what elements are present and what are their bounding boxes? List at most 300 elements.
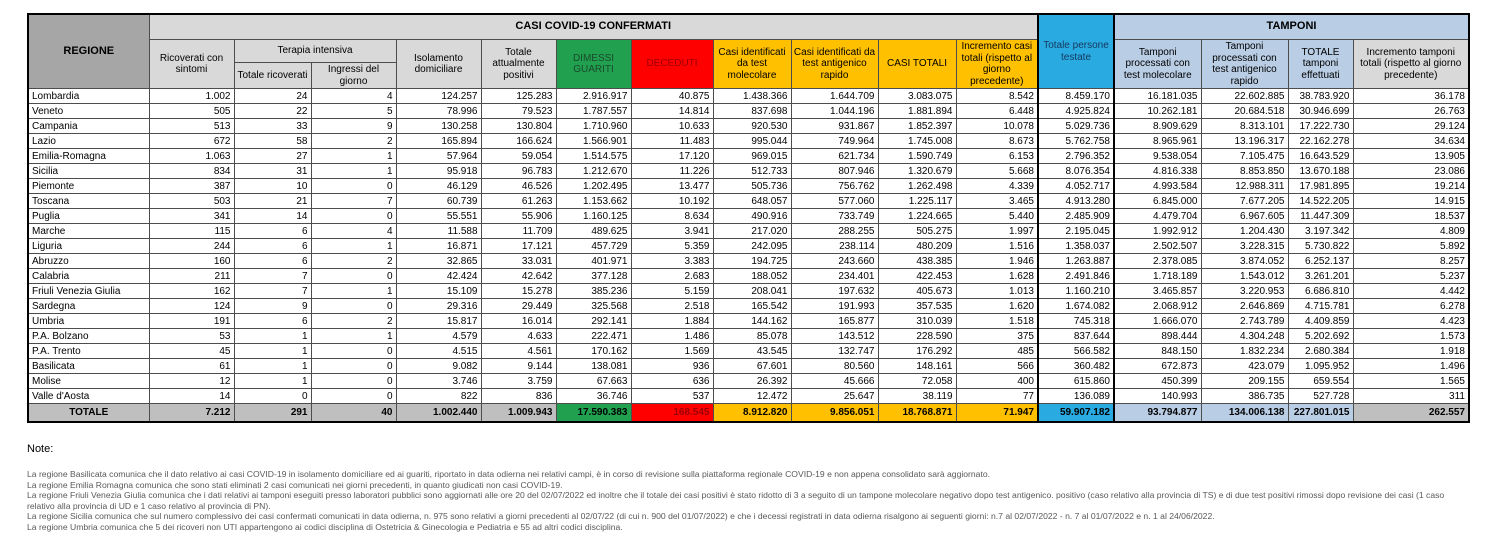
region-name-cell: Basilicata [28, 359, 149, 374]
value-cell: 480.209 [878, 239, 956, 254]
value-cell: 672 [149, 134, 234, 149]
value-cell: 503 [149, 194, 234, 209]
value-cell: 1 [234, 374, 311, 389]
value-cell: 6 [234, 314, 311, 329]
value-cell: 1.569 [631, 344, 713, 359]
value-cell: 138.081 [556, 359, 631, 374]
value-cell: 165.877 [791, 314, 878, 329]
value-cell: 5.359 [631, 239, 713, 254]
value-cell: 405.673 [878, 284, 956, 299]
value-cell: 1 [234, 329, 311, 344]
value-cell: 11.709 [481, 224, 556, 239]
value-cell: 920.530 [713, 119, 791, 134]
value-cell: 292.141 [556, 314, 631, 329]
value-cell: 1.225.117 [878, 194, 956, 209]
value-cell: 1.565 [1353, 374, 1469, 389]
value-cell: 8.459.170 [1038, 89, 1114, 104]
value-cell: 5.892 [1353, 239, 1469, 254]
value-cell: 188.052 [713, 269, 791, 284]
value-cell: 6.967.605 [1201, 209, 1288, 224]
value-cell: 1.002 [149, 89, 234, 104]
value-cell: 4.925.824 [1038, 104, 1114, 119]
value-cell: 848.150 [1114, 344, 1201, 359]
value-cell: 401.971 [556, 254, 631, 269]
region-name-cell: Valle d'Aosta [28, 389, 149, 404]
value-cell: 1.644.709 [791, 89, 878, 104]
header-tamponi-antigenico: Tamponi processati con test antigenico rapido [1201, 40, 1288, 89]
value-cell: 450.399 [1114, 374, 1201, 389]
region-name-cell: Veneto [28, 104, 149, 119]
value-cell: 2.491.846 [1038, 269, 1114, 284]
value-cell: 6.252.137 [1288, 254, 1353, 269]
value-cell: 16.871 [396, 239, 481, 254]
value-cell: 7 [234, 284, 311, 299]
value-cell: 1.674.082 [1038, 299, 1114, 314]
value-cell: 10.262.181 [1114, 104, 1201, 119]
value-cell: 96.783 [481, 164, 556, 179]
value-cell: 191.993 [791, 299, 878, 314]
value-cell: 124.257 [396, 89, 481, 104]
region-name-cell: Puglia [28, 209, 149, 224]
value-cell: 11.588 [396, 224, 481, 239]
value-cell: 9.082 [396, 359, 481, 374]
region-name-cell: Campania [28, 119, 149, 134]
value-cell: 2.195.045 [1038, 224, 1114, 239]
value-cell: 8.965.961 [1114, 134, 1201, 149]
value-cell: 1.718.189 [1114, 269, 1201, 284]
value-cell: 1.566.901 [556, 134, 631, 149]
value-cell: 1.263.887 [1038, 254, 1114, 269]
header-tamponi-molecolare: Tamponi processati con test molecolare [1114, 40, 1201, 89]
value-cell: 191 [149, 314, 234, 329]
table-row [28, 89, 1469, 104]
value-cell: 1.852.397 [878, 119, 956, 134]
value-cell: 16.181.035 [1114, 89, 1201, 104]
value-cell: 208.041 [713, 284, 791, 299]
value-cell: 8.257 [1353, 254, 1469, 269]
value-cell: 14.915 [1353, 194, 1469, 209]
value-cell: 1.710.960 [556, 119, 631, 134]
value-cell: 1.620 [956, 299, 1038, 314]
table-row [28, 179, 1469, 194]
total-value-cell: 17.590.383 [556, 404, 631, 423]
table-row [28, 164, 1469, 179]
value-cell: 4.409.859 [1288, 314, 1353, 329]
table-row [28, 389, 1469, 404]
value-cell: 42.642 [481, 269, 556, 284]
value-cell: 13.477 [631, 179, 713, 194]
value-cell: 130.804 [481, 119, 556, 134]
value-cell: 386.735 [1201, 389, 1288, 404]
value-cell: 57.964 [396, 149, 481, 164]
value-cell: 8.909.629 [1114, 119, 1201, 134]
header-tamponi-banner: TAMPONI [1114, 14, 1469, 40]
value-cell: 807.946 [791, 164, 878, 179]
region-name-cell: Emilia-Romagna [28, 149, 149, 164]
total-value-cell: 59.907.182 [1038, 404, 1114, 423]
value-cell: 79.523 [481, 104, 556, 119]
value-cell: 6.448 [956, 104, 1038, 119]
value-cell: 17.120 [631, 149, 713, 164]
value-cell: 0 [311, 299, 396, 314]
value-cell: 1 [234, 344, 311, 359]
value-cell: 8.853.850 [1201, 164, 1288, 179]
region-name-cell: Toscana [28, 194, 149, 209]
total-value-cell: 262.557 [1353, 404, 1469, 423]
value-cell: 1.543.012 [1201, 269, 1288, 284]
value-cell: 78.996 [396, 104, 481, 119]
table-row [28, 224, 1469, 239]
value-cell: 3.197.342 [1288, 224, 1353, 239]
value-cell: 10.192 [631, 194, 713, 209]
value-cell: 17.222.730 [1288, 119, 1353, 134]
value-cell: 0 [234, 389, 311, 404]
value-cell: 72.058 [878, 374, 956, 389]
value-cell: 10 [234, 179, 311, 194]
region-name-cell: Abruzzo [28, 254, 149, 269]
value-cell: 4.442 [1353, 284, 1469, 299]
value-cell: 1.095.952 [1288, 359, 1353, 374]
value-cell: 32.865 [396, 254, 481, 269]
value-cell: 58 [234, 134, 311, 149]
value-cell: 36.746 [556, 389, 631, 404]
value-cell: 95.918 [396, 164, 481, 179]
value-cell: 209.155 [1201, 374, 1288, 389]
total-value-cell: 7.212 [149, 404, 234, 423]
value-cell: 6.686.810 [1288, 284, 1353, 299]
value-cell: 357.535 [878, 299, 956, 314]
value-cell: 834 [149, 164, 234, 179]
value-cell: 60.739 [396, 194, 481, 209]
value-cell: 1.063 [149, 149, 234, 164]
value-cell: 26.392 [713, 374, 791, 389]
value-cell: 898.444 [1114, 329, 1201, 344]
region-name-cell: Calabria [28, 269, 149, 284]
value-cell: 140.993 [1114, 389, 1201, 404]
value-cell: 3.746 [396, 374, 481, 389]
value-cell: 11.226 [631, 164, 713, 179]
note-line: La regione Basilicata comunica che il dato relativo ai casi COVID-19 in isolamento domiciliare ed ai guariti, riportato in data odierna nei relativi campi, è in corso di revisione sulla piattaforma regionale COVID-19 e non appena consolidato sarà aggiornato. [27, 469, 991, 479]
value-cell: 7.677.205 [1201, 194, 1288, 209]
value-cell: 5.762.758 [1038, 134, 1114, 149]
table-row [28, 284, 1469, 299]
value-cell: 7 [311, 194, 396, 209]
total-value-cell: 18.768.871 [878, 404, 956, 423]
value-cell: 10.633 [631, 119, 713, 134]
value-cell: 85.078 [713, 329, 791, 344]
total-value-cell: 227.801.015 [1288, 404, 1353, 423]
value-cell: 12 [149, 374, 234, 389]
value-cell: 505.736 [713, 179, 791, 194]
value-cell: 130.258 [396, 119, 481, 134]
value-cell: 8.542 [956, 89, 1038, 104]
value-cell: 14 [234, 209, 311, 224]
table-row [28, 254, 1469, 269]
value-cell: 148.161 [878, 359, 956, 374]
header-casi-antigenico: Casi identificati da test antigenico rapido [791, 40, 878, 89]
value-cell: 377.128 [556, 269, 631, 284]
value-cell: 1.496 [1353, 359, 1469, 374]
value-cell: 33 [234, 119, 311, 134]
header-incremento-tamponi: Incremento tamponi totali (rispetto al giorno precedente) [1353, 40, 1469, 89]
value-cell: 995.044 [713, 134, 791, 149]
value-cell: 11.447.309 [1288, 209, 1353, 224]
value-cell: 125.283 [481, 89, 556, 104]
value-cell: 38.783.920 [1288, 89, 1353, 104]
value-cell: 46.526 [481, 179, 556, 194]
value-cell: 115 [149, 224, 234, 239]
value-cell: 26.763 [1353, 104, 1469, 119]
value-cell: 13.670.188 [1288, 164, 1353, 179]
value-cell: 45.666 [791, 374, 878, 389]
value-cell: 1.204.430 [1201, 224, 1288, 239]
total-value-cell: 168.545 [631, 404, 713, 423]
value-cell: 2.068.912 [1114, 299, 1201, 314]
total-value-cell: 71.947 [956, 404, 1038, 423]
table-row [28, 239, 1469, 254]
value-cell: 45 [149, 344, 234, 359]
value-cell: 4.633 [481, 329, 556, 344]
value-cell: 165.542 [713, 299, 791, 314]
value-cell: 936 [631, 359, 713, 374]
value-cell: 6.278 [1353, 299, 1469, 314]
value-cell: 40.875 [631, 89, 713, 104]
value-cell: 3.874.052 [1201, 254, 1288, 269]
value-cell: 31 [234, 164, 311, 179]
value-cell: 360.482 [1038, 359, 1114, 374]
value-cell: 42.424 [396, 269, 481, 284]
value-cell: 457.729 [556, 239, 631, 254]
value-cell: 4.515 [396, 344, 481, 359]
value-cell: 166.624 [481, 134, 556, 149]
region-name-cell: Friuli Venezia Giulia [28, 284, 149, 299]
value-cell: 197.632 [791, 284, 878, 299]
value-cell: 244 [149, 239, 234, 254]
value-cell: 1.160.210 [1038, 284, 1114, 299]
value-cell: 385.236 [556, 284, 631, 299]
value-cell: 489.625 [556, 224, 631, 239]
total-label-cell: TOTALE [28, 404, 149, 423]
total-value-cell: 8.912.820 [713, 404, 791, 423]
value-cell: 2.683 [631, 269, 713, 284]
value-cell: 0 [311, 269, 396, 284]
value-cell: 2.378.085 [1114, 254, 1201, 269]
value-cell: 672.873 [1114, 359, 1201, 374]
table-row [28, 119, 1469, 134]
value-cell: 0 [311, 209, 396, 224]
value-cell: 30.946.699 [1288, 104, 1353, 119]
value-cell: 8.076.354 [1038, 164, 1114, 179]
total-value-cell: 1.009.943 [481, 404, 556, 423]
value-cell: 162 [149, 284, 234, 299]
value-cell: 512.733 [713, 164, 791, 179]
value-cell: 3.383 [631, 254, 713, 269]
value-cell: 4.479.704 [1114, 209, 1201, 224]
value-cell: 4.339 [956, 179, 1038, 194]
value-cell: 0 [311, 359, 396, 374]
total-value-cell: 9.856.051 [791, 404, 878, 423]
value-cell: 1.202.495 [556, 179, 631, 194]
value-cell: 55.551 [396, 209, 481, 224]
value-cell: 3.465.857 [1114, 284, 1201, 299]
value-cell: 1 [311, 149, 396, 164]
value-cell: 6.845.000 [1114, 194, 1201, 209]
note-line: La regione Sicilia comunica che sul numero complessivo dei casi confermati comunicati in data odierna, n. 975 sono relativi a giorni precedenti al 02/07/22 (di cui n. 900 del 01/07/2022) e che i decessi registrati in data odierna risalgono ai seguenti giorni: n.7 al 02/07/2022 - n. 7 al 01/07/2022 e n. 1 al 24/06/2022. [27, 511, 1215, 522]
value-cell: 3.759 [481, 374, 556, 389]
total-row [28, 404, 1469, 423]
value-cell: 1.628 [956, 269, 1038, 284]
value-cell: 18.537 [1353, 209, 1469, 224]
value-cell: 11.483 [631, 134, 713, 149]
value-cell: 3.220.953 [1201, 284, 1288, 299]
header-ricoverati: Ricoverati con sintomi [149, 40, 234, 89]
value-cell: 6 [234, 224, 311, 239]
table-row [28, 299, 1469, 314]
table-body [28, 89, 1469, 423]
value-cell: 16.643.529 [1288, 149, 1353, 164]
value-cell: 43.545 [713, 344, 791, 359]
header-casi-totali: CASI TOTALI [878, 40, 956, 89]
value-cell: 176.292 [878, 344, 956, 359]
value-cell: 1 [311, 239, 396, 254]
value-cell: 2.743.789 [1201, 314, 1288, 329]
value-cell: 4.809 [1353, 224, 1469, 239]
table-row [28, 329, 1469, 344]
header-ti-totale-ricoverati: Totale ricoverati [234, 63, 311, 89]
table-header [28, 14, 1469, 89]
value-cell: 341 [149, 209, 234, 224]
value-cell: 2.502.507 [1114, 239, 1201, 254]
value-cell: 53 [149, 329, 234, 344]
table-row [28, 149, 1469, 164]
table-row [28, 134, 1469, 149]
value-cell: 12.988.311 [1201, 179, 1288, 194]
value-cell: 80.560 [791, 359, 878, 374]
table-row [28, 374, 1469, 389]
value-cell: 931.867 [791, 119, 878, 134]
value-cell: 46.129 [396, 179, 481, 194]
value-cell: 1.438.366 [713, 89, 791, 104]
value-cell: 1.666.070 [1114, 314, 1201, 329]
total-value-cell: 40 [311, 404, 396, 423]
value-cell: 3.228.315 [1201, 239, 1288, 254]
value-cell: 243.660 [791, 254, 878, 269]
value-cell: 1.013 [956, 284, 1038, 299]
value-cell: 311 [1353, 389, 1469, 404]
note-line: La regione Umbria comunica che 5 dei ricoveri non UTI appartengono ai codici disciplina di Ostetricia & Ginecologia e Pediatria e 55 ad altri codici disciplina. [27, 521, 623, 532]
value-cell: 4.816.338 [1114, 164, 1201, 179]
value-cell: 1.518 [956, 314, 1038, 329]
value-cell: 9 [311, 119, 396, 134]
value-cell: 170.162 [556, 344, 631, 359]
total-value-cell: 134.006.138 [1201, 404, 1288, 423]
header-isolamento: Isolamento domiciliare [396, 40, 481, 89]
value-cell: 822 [396, 389, 481, 404]
value-cell: 7.105.475 [1201, 149, 1288, 164]
value-cell: 1.358.037 [1038, 239, 1114, 254]
value-cell: 16.014 [481, 314, 556, 329]
value-cell: 2 [311, 254, 396, 269]
value-cell: 34.634 [1353, 134, 1469, 149]
value-cell: 22.162.278 [1288, 134, 1353, 149]
value-cell: 36.178 [1353, 89, 1469, 104]
total-value-cell: 93.794.877 [1114, 404, 1201, 423]
value-cell: 513 [149, 119, 234, 134]
value-cell: 1.514.575 [556, 149, 631, 164]
value-cell: 33.031 [481, 254, 556, 269]
table-row [28, 269, 1469, 284]
value-cell: 0 [311, 344, 396, 359]
value-cell: 217.020 [713, 224, 791, 239]
value-cell: 615.860 [1038, 374, 1114, 389]
region-name-cell: Lombardia [28, 89, 149, 104]
value-cell: 61 [149, 359, 234, 374]
value-cell: 8.634 [631, 209, 713, 224]
value-cell: 505.275 [878, 224, 956, 239]
value-cell: 2.485.909 [1038, 209, 1114, 224]
value-cell: 238.114 [791, 239, 878, 254]
value-cell: 749.964 [791, 134, 878, 149]
region-name-cell: Umbria [28, 314, 149, 329]
value-cell: 505 [149, 104, 234, 119]
value-cell: 636 [631, 374, 713, 389]
value-cell: 4.579 [396, 329, 481, 344]
value-cell: 4.052.717 [1038, 179, 1114, 194]
value-cell: 9 [234, 299, 311, 314]
value-cell: 4 [311, 89, 396, 104]
value-cell: 132.747 [791, 344, 878, 359]
value-cell: 14.522.205 [1288, 194, 1353, 209]
value-cell: 1 [311, 164, 396, 179]
header-casi-banner: CASI COVID-19 CONFERMATI [149, 14, 1038, 40]
value-cell: 9.144 [481, 359, 556, 374]
notes-title: Note: [27, 443, 54, 455]
value-cell: 6 [234, 239, 311, 254]
value-cell: 1.044.196 [791, 104, 878, 119]
region-name-cell: Marche [28, 224, 149, 239]
value-cell: 5.730.822 [1288, 239, 1353, 254]
value-cell: 1.590.749 [878, 149, 956, 164]
value-cell: 22 [234, 104, 311, 119]
header-dimessi-guariti: DIMESSI GUARITI [556, 40, 631, 89]
value-cell: 400 [956, 374, 1038, 389]
value-cell: 136.089 [1038, 389, 1114, 404]
table-row [28, 359, 1469, 374]
value-cell: 1.573 [1353, 329, 1469, 344]
value-cell: 29.124 [1353, 119, 1469, 134]
value-cell: 1.997 [956, 224, 1038, 239]
value-cell: 288.255 [791, 224, 878, 239]
notes-section [27, 443, 1467, 533]
value-cell: 4.423 [1353, 314, 1469, 329]
header-incremento-casi: Incremento casi totali (rispetto al giorno precedente) [956, 40, 1038, 89]
value-cell: 1 [311, 284, 396, 299]
value-cell: 67.663 [556, 374, 631, 389]
value-cell: 1 [311, 329, 396, 344]
value-cell: 1.745.008 [878, 134, 956, 149]
value-cell: 228.590 [878, 329, 956, 344]
value-cell: 566 [956, 359, 1038, 374]
value-cell: 143.512 [791, 329, 878, 344]
value-cell: 3.261.201 [1288, 269, 1353, 284]
table-row [28, 314, 1469, 329]
value-cell: 969.015 [713, 149, 791, 164]
value-cell: 27 [234, 149, 311, 164]
value-cell: 387 [149, 179, 234, 194]
value-cell: 38.119 [878, 389, 956, 404]
value-cell: 10.078 [956, 119, 1038, 134]
value-cell: 59.054 [481, 149, 556, 164]
